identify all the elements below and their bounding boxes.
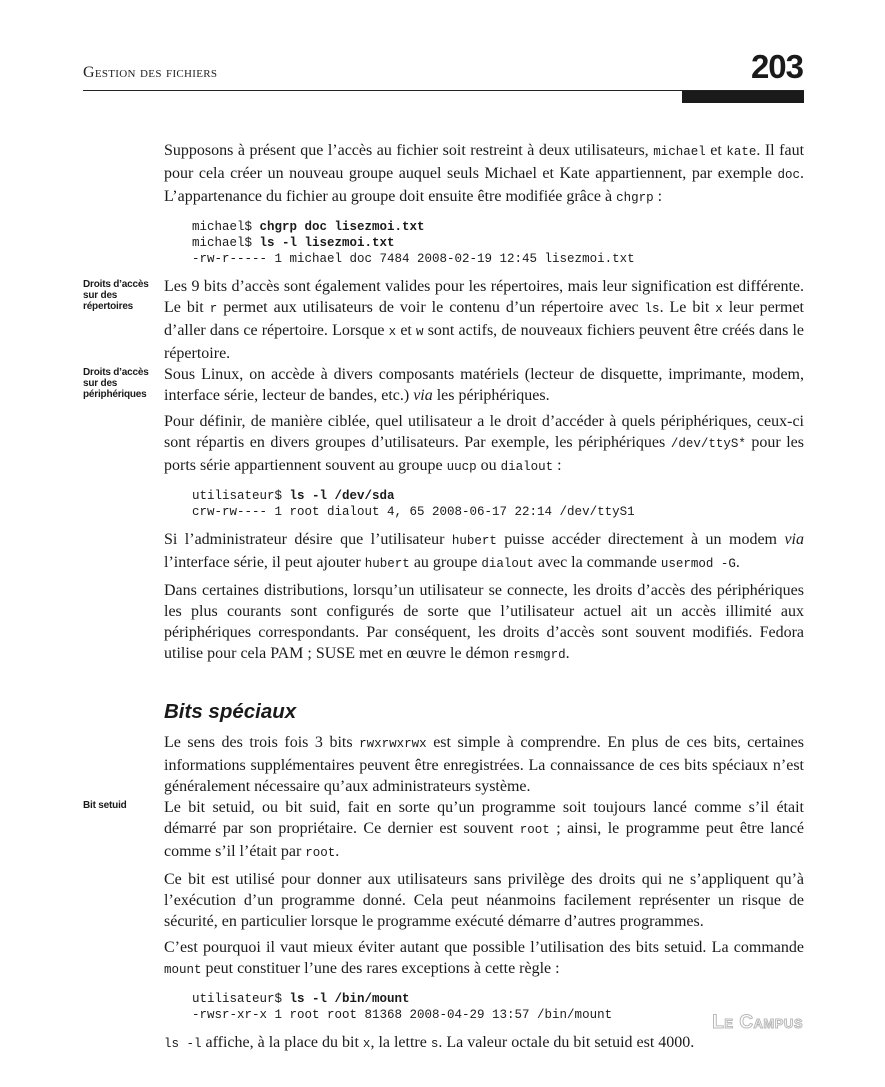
code-line: -rwsr-xr-x 1 root root 81368 2008-04-29 13:57 /bin/mount [192, 1008, 613, 1022]
code-line: michael$ ls -l lisezmoi.txt [192, 236, 395, 250]
publisher-logo: Le Campus [712, 1012, 803, 1033]
paragraph: C’est pourquoi il vaut mieux éviter autant que possible l’utilisation des bits setuid. La commande mount peut constituer l’une des rares exceptions à cette règle : [164, 939, 804, 977]
code-block [164, 991, 804, 1023]
paragraph: ls -l affiche, à la place du bit x, la lettre s. La valeur octale du bit setuid est 4000. [164, 1034, 695, 1051]
paragraph: Le bit setuid, ou bit suid, fait en sorte qu’un programme soit toujours lancé comme s’il était démarré par son propriétaire. Ce dernier est souvent root ; ainsi, le programme peut être lancé comme s’il l’était par root. [164, 799, 805, 860]
paragraph: Supposons à présent que l’accès au fichier soit restreint à deux utilisateurs, michael et kate. Il faut pour cela créer un nouveau groupe auquel seuls Michael et Kate appartiennent, par exemple doc. L’appartenance du fichier au groupe doit ensuite être modifiée grâce à chgrp : [164, 142, 805, 205]
paragraph: Les 9 bits d’accès sont également valides pour les répertoires, mais leur signification est différente. Le bit r permet aux utilisateurs de voir le contenu d’un répertoire avec ls. Le bit x leur permet d’aller dans ce répertoire. Lorsque x et w sont actifs, de nouveaux fichiers peuvent être créés dans le répertoire. [164, 278, 805, 362]
paragraph: Ce bit est utilisé pour donner aux utilisateurs sans privilège des droits qui ne s’appliquent qu’à l’exécution d’un programme donné. Cela peut néanmoins facilement représenter un risque de sécurité, en particulier lorsque le programme exécuté démarre d’autres programmes. [164, 871, 804, 930]
code-line: michael$ chgrp doc lisezmoi.txt [192, 220, 425, 234]
margin-note: Droits d’accès sur des périphériques [83, 367, 149, 400]
text-block [83, 797, 805, 864]
paragraph: Dans certaines distributions, lorsqu’un utilisateur se connecte, les droits d’accès des périphériques les plus courants sont configurés de sorte que l’utilisateur actuel ait un accès illimité aux périphériques correspondants. Par conséquent, les droits d’accès sont souvent modifiés. Fedora utilise pour cela PAM ; SUSE met en œuvre le démon resmgrd. [164, 582, 804, 662]
code-line: crw-rw---- 1 root dialout 4, 65 2008-06-17 22:14 /dev/ttyS1 [192, 505, 635, 519]
margin-note: Droits d’accès sur des répertoires [83, 279, 149, 312]
code-line: utilisateur$ ls -l /bin/mount [192, 992, 410, 1006]
text-block [83, 276, 805, 364]
paragraph: Si l’administrateur désire que l’utilisateur hubert puisse accéder directement à un modem via l’interface série, il peut ajouter hubert au groupe dialout avec la commande usermod -G. [164, 531, 804, 571]
margin-note: Bit setuid [83, 800, 127, 811]
code-block [164, 488, 804, 520]
page-number: 203 [750, 48, 803, 85]
paragraph: Pour définir, de manière ciblée, quel utilisateur a le droit d’accéder à quels périphériques, ceux-ci sont répartis en divers groupes d’utilisateurs. Par exemple, les périphériques /dev/ttyS* pour les ports série appartiennent souvent au groupe uucp ou dialout : [164, 413, 805, 474]
running-head: Gestion des fichiers [83, 64, 218, 81]
paragraph: Sous Linux, on accède à divers composants matériels (lecteur de disquette, imprimante, modem, interface série, lecteur de bandes, etc.) via les périphériques. [164, 366, 804, 404]
main-text-column [83, 140, 805, 1055]
section-title: Bits spéciaux [164, 700, 297, 723]
paragraph: Le sens des trois fois 3 bits rwxrwxrwx est simple à comprendre. En plus de ces bits, certaines informations supplémentaires peuvent être enregistrées. La connaissance de ces bits spéciaux n’est généralement nécessaire qu’aux administrateurs système. [164, 734, 804, 795]
code-line: -rw-r----- 1 michael doc 7484 2008-02-19 12:45 lisezmoi.txt [192, 252, 635, 266]
code-line: utilisateur$ ls -l /dev/sda [192, 489, 395, 503]
code-block [164, 219, 804, 267]
text-block [83, 364, 804, 406]
header-bar [682, 91, 804, 103]
